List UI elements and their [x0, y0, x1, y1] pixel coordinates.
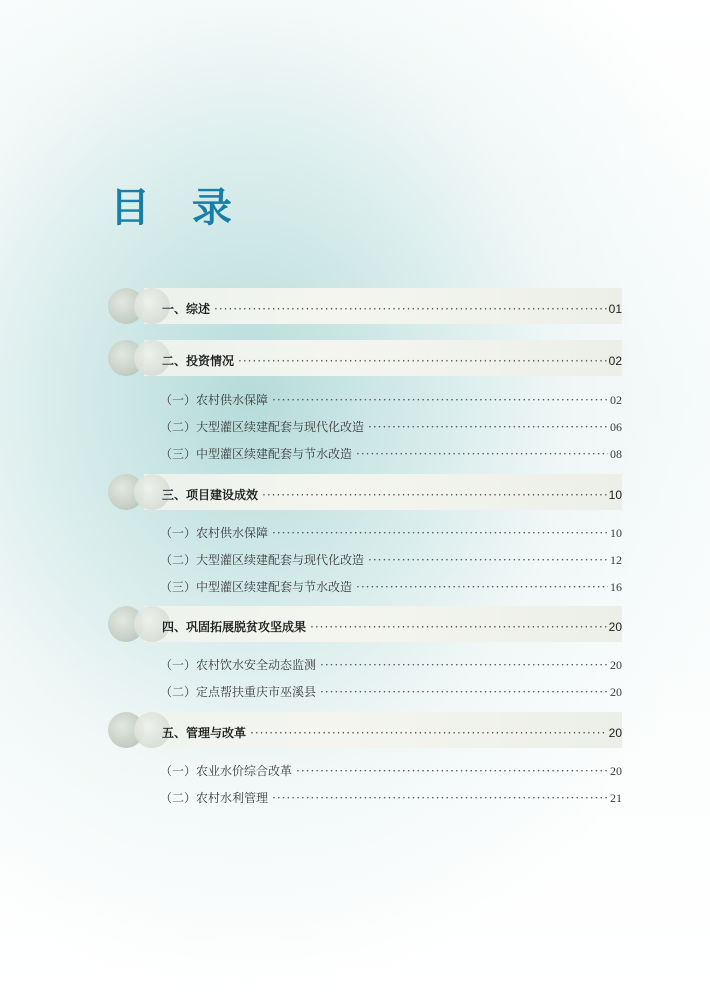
toc-entry-label: （三）中型灌区续建配套与节水改造 — [160, 447, 353, 461]
dot-leader — [272, 526, 608, 540]
toc-entry-page: 16 — [610, 580, 622, 594]
toc-entry-label: 五、管理与改革 — [162, 726, 247, 740]
toc-entry-page: 08 — [610, 447, 622, 461]
toc-entry-page: 12 — [610, 553, 622, 567]
toc-entry-sub[interactable] — [160, 551, 622, 568]
toc-entry-label: （一）农村供水保障 — [160, 526, 269, 540]
toc-entry-label: （一）农村饮水安全动态监测 — [160, 658, 317, 672]
toc-entry-page: 20 — [608, 620, 622, 634]
toc-entry-section-2[interactable] — [162, 352, 622, 369]
toc-entry-label: 一、综述 — [162, 302, 211, 316]
toc-entry-label: （一）农业水价综合改革 — [160, 764, 293, 778]
toc-entry-sub[interactable] — [160, 656, 622, 673]
toc-entry-sub[interactable] — [160, 391, 622, 408]
toc-entry-sub[interactable] — [160, 762, 622, 779]
toc-entry-page: 20 — [610, 658, 622, 672]
dot-leader — [272, 393, 608, 407]
toc-entry-label: （二）大型灌区续建配套与现代化改造 — [160, 553, 365, 567]
toc-entry-section-4[interactable] — [162, 618, 622, 635]
dot-leader — [320, 685, 608, 699]
dot-leader — [214, 302, 607, 316]
toc-entry-section-1[interactable] — [162, 300, 622, 317]
toc-entry-page: 01 — [608, 302, 622, 316]
toc-entry-label: 二、投资情况 — [162, 354, 235, 368]
page-title: 目 录 — [110, 185, 246, 231]
toc-entry-section-5[interactable] — [162, 724, 622, 741]
toc-entry-sub[interactable] — [160, 445, 622, 462]
dot-leader — [320, 658, 608, 672]
toc-entry-label: （二）定点帮扶重庆市巫溪县 — [160, 685, 317, 699]
dot-leader — [356, 580, 608, 594]
dot-leader — [296, 764, 608, 778]
toc-entry-label: （三）中型灌区续建配套与节水改造 — [160, 580, 353, 594]
toc-entry-label: 三、项目建设成效 — [162, 488, 259, 502]
dot-leader — [262, 488, 607, 502]
toc-entry-label: 四、巩固拓展脱贫攻坚成果 — [162, 620, 307, 634]
toc-entry-label: （二）农村水利管理 — [160, 791, 269, 805]
toc-entry-sub[interactable] — [160, 683, 622, 700]
toc-entry-page: 21 — [610, 791, 622, 805]
toc-entry-page: 10 — [610, 526, 622, 540]
toc-entry-page: 20 — [610, 764, 622, 778]
dot-leader — [368, 553, 608, 567]
toc-entry-sub[interactable] — [160, 578, 622, 595]
dot-leader — [238, 354, 607, 368]
toc-entry-label: （二）大型灌区续建配套与现代化改造 — [160, 420, 365, 434]
toc-entry-section-3[interactable] — [162, 486, 622, 503]
dot-leader — [250, 726, 607, 740]
toc-entry-page: 20 — [610, 685, 622, 699]
toc-entry-sub[interactable] — [160, 524, 622, 541]
toc-entry-page: 02 — [610, 393, 622, 407]
dot-leader — [368, 420, 608, 434]
toc-entry-page: 02 — [608, 354, 622, 368]
toc-entry-page: 10 — [608, 488, 622, 502]
toc-entry-label: （一）农村供水保障 — [160, 393, 269, 407]
toc-entry-sub[interactable] — [160, 418, 622, 435]
toc-entry-page: 20 — [608, 726, 622, 740]
toc-entry-page: 06 — [610, 420, 622, 434]
dot-leader — [310, 620, 607, 634]
dot-leader — [272, 791, 608, 805]
toc-entry-sub[interactable] — [160, 789, 622, 806]
dot-leader — [356, 447, 608, 461]
